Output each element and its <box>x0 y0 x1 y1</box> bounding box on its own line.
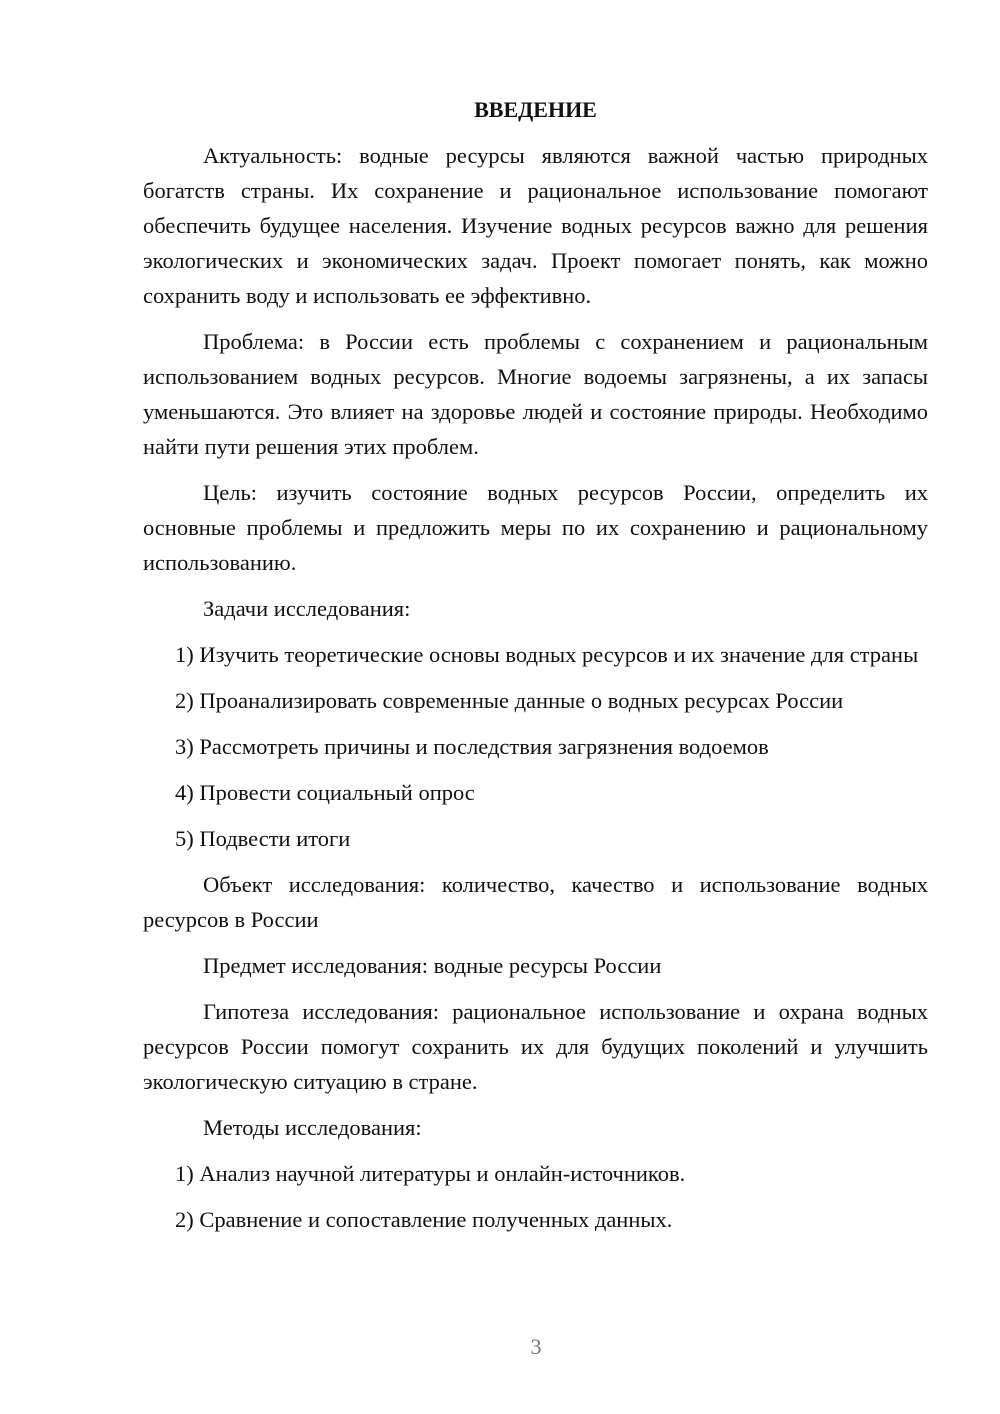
page-number: 3 <box>530 1334 542 1359</box>
tasks-list <box>143 637 928 856</box>
section-heading: ВВЕДЕНИЕ <box>474 97 597 122</box>
list-item: 4) Провести социальный опрос <box>175 780 475 805</box>
paragraph-relevance: Актуальность: водные ресурсы являются важной частью природных богатств страны. Их сохранение и рациональное использование помогают обеспечить будущее населения. Изучение водных ресурсов важно для решения экологических и экономических задач. Проект помогает понять, как можно сохранить воду и использовать ее эффективно. <box>143 143 928 308</box>
list-item: 3) Рассмотреть причины и последствия загрязнения водоемов <box>175 734 769 759</box>
list-item: 2) Проанализировать современные данные о водных ресурсах России <box>175 688 844 713</box>
document-body <box>143 94 928 1248</box>
list-item: 2) Сравнение и сопоставление полученных данных. <box>175 1207 673 1232</box>
tasks-title: Задачи исследования: <box>203 596 411 621</box>
methods-title: Методы исследования: <box>203 1115 422 1140</box>
list-item: 5) Подвести итоги <box>175 826 351 851</box>
methods-list <box>143 1156 928 1237</box>
paragraph-problem: Проблема: в России есть проблемы с сохранением и рациональным использованием водных ресурсов. Многие водоемы загрязнены, а их запасы уменьшаются. Это влияет на здоровье людей и состояние природы. Необходимо найти пути решения этих проблем. <box>143 329 928 459</box>
paragraph-goal: Цель: изучить состояние водных ресурсов России, определить их основные проблемы и предложить меры по их сохранению и рациональному использованию. <box>143 480 928 575</box>
list-item: 1) Изучить теоретические основы водных ресурсов и их значение для страны <box>175 642 919 667</box>
list-item: 1) Анализ научной литературы и онлайн-источников. <box>175 1161 686 1186</box>
paragraph-hypothesis: Гипотеза исследования: рациональное использование и охрана водных ресурсов России помогут сохранить их для будущих поколений и улучшить экологическую ситуацию в стране. <box>143 999 928 1094</box>
paragraph-subject: Предмет исследования: водные ресурсы России <box>203 953 662 978</box>
paragraph-object: Объект исследования: количество, качество и использование водных ресурсов в России <box>143 872 928 932</box>
